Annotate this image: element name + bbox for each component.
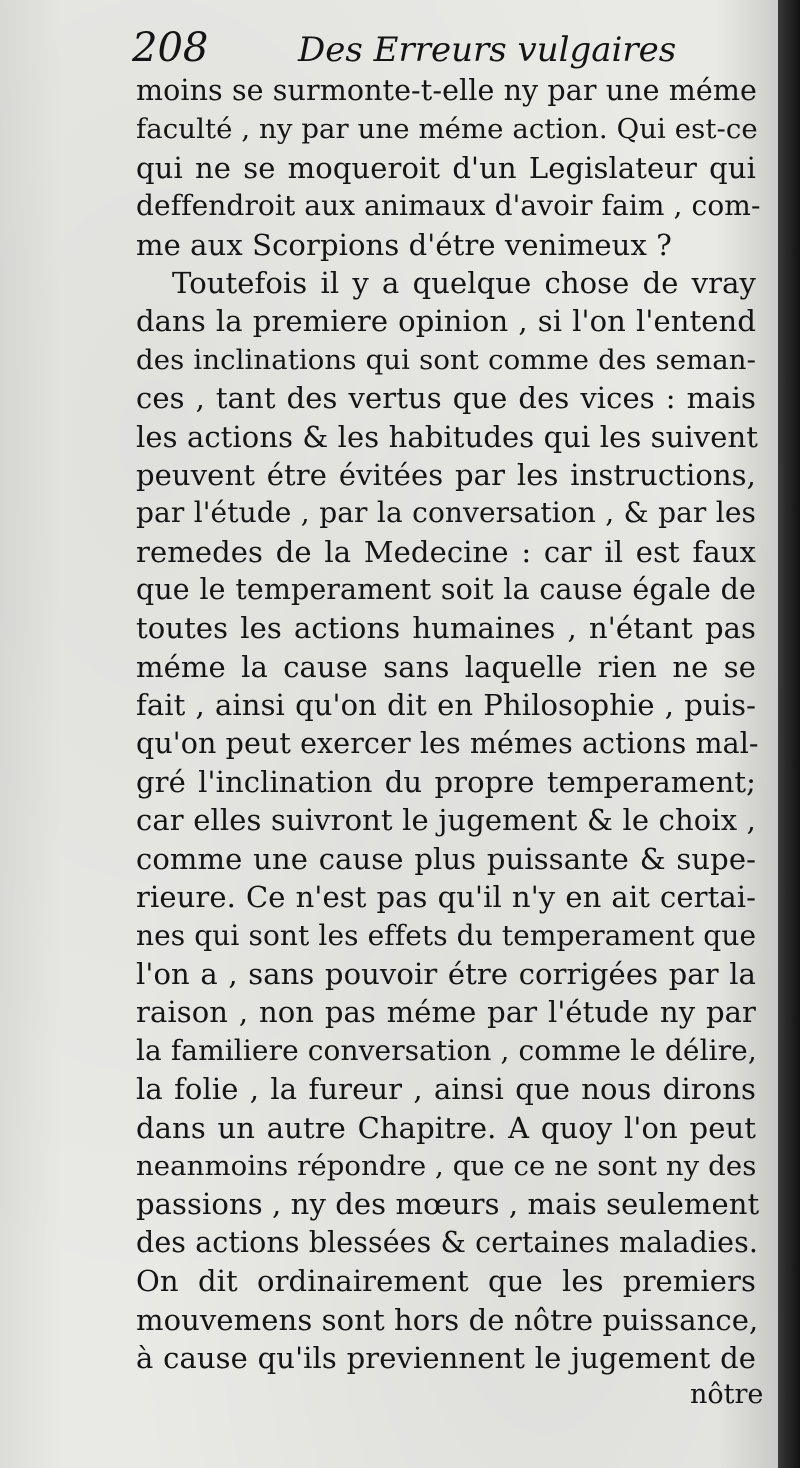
text-line: dans un autre Chapitre. A quoy l'on peut xyxy=(136,1110,756,1145)
text-line: par l'étude , par la conversation , & par les xyxy=(136,496,756,530)
text-line: nes qui sont les effets du temperament que xyxy=(136,918,757,952)
text-line: que le temperament soit la cause égale de xyxy=(136,573,756,607)
text-line: les actions & les habitudes qui les suivent xyxy=(136,419,759,454)
text-line: la folie , la fureur , ainsi que nous dirons xyxy=(136,1072,756,1107)
text-line: des inclinations qui sont comme des seman- xyxy=(136,343,756,376)
text-line: faculté , ny par une méme action. Qui est-ce xyxy=(136,113,758,146)
text-line: passions , ny des mœurs , mais seulement xyxy=(136,1187,760,1222)
text-line: toutes les actions humaines , n'étant pas xyxy=(136,611,756,646)
text-line: neanmoins répondre , que ce ne sont ny des xyxy=(136,1149,757,1182)
paragraph-first-line: Toutefois il y a quelque chose de vray xyxy=(172,265,756,300)
text-line: car elles suivront le jugement & le choix , xyxy=(136,803,756,838)
text-line: la familiere conversation , comme le délire, xyxy=(136,1033,757,1067)
running-title: Des Erreurs vulgaires xyxy=(298,30,677,70)
text-line: fait , ainsi qu'on dit en Philosophie , puis- xyxy=(136,688,756,723)
text-line: remedes de la Medecine : car il est faux xyxy=(136,534,756,569)
text-line: méme la cause sans laquelle rien ne se xyxy=(136,649,756,684)
text-line: deffendroit aux animaux d'avoir faim , com- xyxy=(136,189,761,223)
text-line: raison , non pas méme par l'étude ny par xyxy=(136,995,756,1030)
text-line: rieure. Ce n'est pas qu'il n'y en ait certai- xyxy=(136,880,756,915)
text-line: comme une cause plus puissante & supe- xyxy=(136,841,756,876)
page-number: 208 xyxy=(132,25,209,71)
text-line: mouvemens sont hors de nôtre puissance, xyxy=(136,1302,759,1337)
catchword: nôtre xyxy=(690,1379,764,1410)
body-text xyxy=(136,72,761,1377)
text-line: ces , tant des vertus que des vices : mais xyxy=(136,381,756,416)
page-header xyxy=(128,22,748,74)
page-edge-shadow xyxy=(778,0,800,1468)
text-line: On dit ordinairement que les premiers xyxy=(136,1264,756,1299)
text-line: gré l'inclination du propre temperament; xyxy=(136,765,756,800)
text-line: peuvent étre évitées par les instructions, xyxy=(136,457,756,492)
text-line: qu'on peut exercer les mémes actions mal- xyxy=(136,726,759,760)
text-line: me aux Scorpions d'étre venimeux ? xyxy=(136,227,672,262)
text-line: qui ne se moqueroit d'un Legislateur qui xyxy=(136,150,756,185)
text-line: l'on a , sans pouvoir étre corrigées par la xyxy=(136,956,756,991)
text-line: dans la premiere opinion , si l'on l'entend xyxy=(136,304,756,339)
text-line: des actions blessées & certaines maladies. xyxy=(136,1225,758,1259)
text-line: à cause qu'ils previennent le jugement de xyxy=(136,1340,756,1375)
text-line: moins se surmonte-t-elle ny par une méme xyxy=(136,74,757,107)
